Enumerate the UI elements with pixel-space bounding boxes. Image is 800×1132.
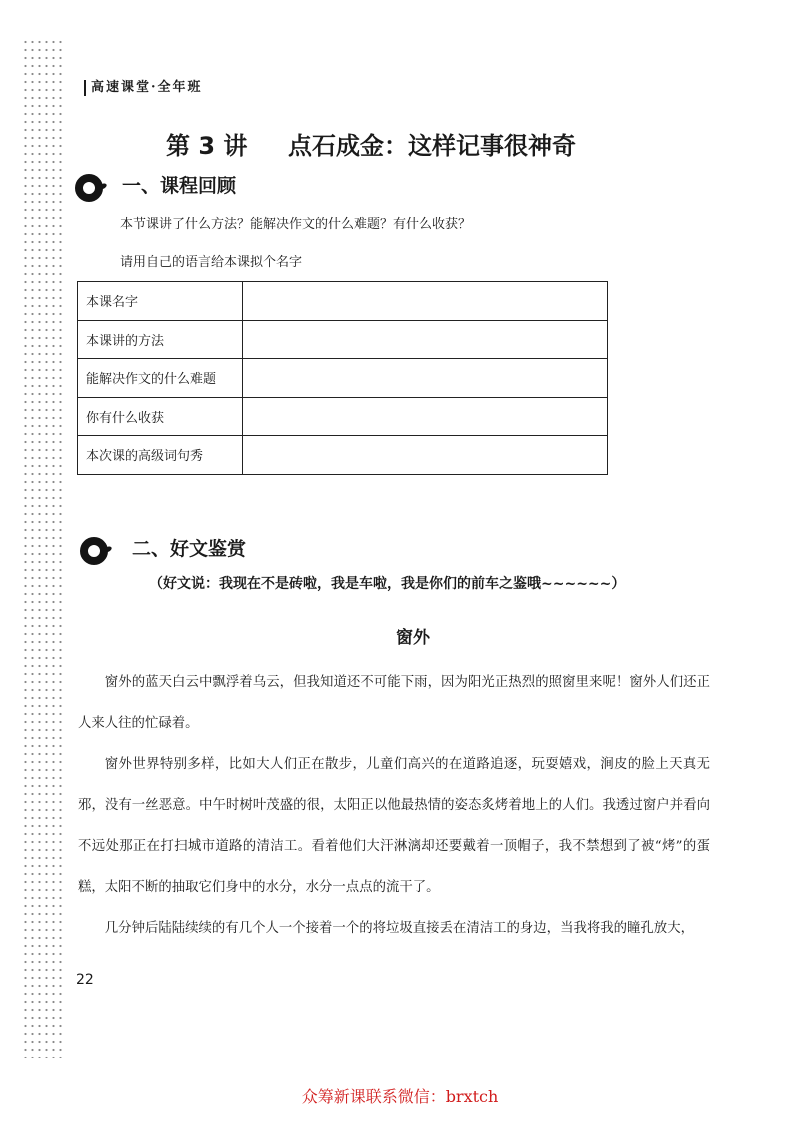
essay-paragraph: 几分钟后陆陆续续的有几个人一个接着一个的将垃圾直接丢在清洁工的身边，当我将我的瞳孔放大， [104, 921, 694, 936]
series-header: 高速课堂·全年班 [84, 80, 203, 96]
review-question: 本节课讲了什么方法？能解决作文的什么难题？有什么收获？ [120, 217, 472, 232]
table-row [78, 397, 608, 436]
row-label: 本课讲的方法 [78, 320, 243, 359]
answer-cell[interactable] [243, 436, 608, 475]
section-appreciation-heading: 二、好文鉴赏 [132, 538, 247, 560]
row-label: 本课名字 [78, 282, 243, 321]
essay-title: 窗外 [396, 628, 430, 648]
table-row [78, 320, 608, 359]
review-table [77, 281, 608, 475]
answer-cell[interactable] [243, 359, 608, 398]
brush-circle-icon [75, 174, 103, 202]
binding-holes [22, 38, 66, 1058]
row-label: 本次课的高级词句秀 [78, 436, 243, 475]
row-label: 你有什么收获 [78, 397, 243, 436]
essay-paragraph: 窗外世界特别多样，比如大人们正在散步，儿童们高兴的在道路追逐，玩耍嬉戏，涧皮的脸上天真无邪，没有一丝恶意。中午时树叶茂盛的很，太阳正以他最热情的姿态炙烤着地上的人们。我透过窗户并看向不远处那正在打扫城市道路的清洁工。看着他们大汗淋漓却还要戴着一顶帽子，我不禁想到了被“烤”的蛋糕，太阳不断的抽取它们身中的水分，水分一点点的流干了。 [78, 757, 710, 895]
section-review-heading: 一、课程回顾 [122, 175, 237, 197]
table-row [78, 436, 608, 475]
lesson-topic: 点石成金：这样记事很神奇 [288, 132, 576, 160]
lesson-number: 第 3 讲 [166, 132, 248, 160]
answer-cell[interactable] [243, 320, 608, 359]
row-label: 能解决作文的什么难题 [78, 359, 243, 398]
brush-circle-icon [80, 537, 108, 565]
table-row [78, 282, 608, 321]
essay-paragraph: 窗外的蓝天白云中飘浮着乌云，但我知道还不可能下雨，因为阳光正热烈的照窗里来呢！窗外人们还正人来人往的忙碌着。 [78, 675, 710, 731]
table-row [78, 359, 608, 398]
page-number: 22 [76, 972, 94, 988]
answer-cell[interactable] [243, 282, 608, 321]
naming-instruction: 请用自己的语言给本课拟个名字 [120, 255, 303, 270]
essay-quote: （好文说：我现在不是砖啦，我是车啦，我是你们的前车之鉴哦~~~~~~） [149, 576, 626, 592]
essay-body [78, 662, 710, 949]
answer-cell[interactable] [243, 397, 608, 436]
watermark-text: 众筹新课联系微信：brxtch [301, 1087, 499, 1106]
